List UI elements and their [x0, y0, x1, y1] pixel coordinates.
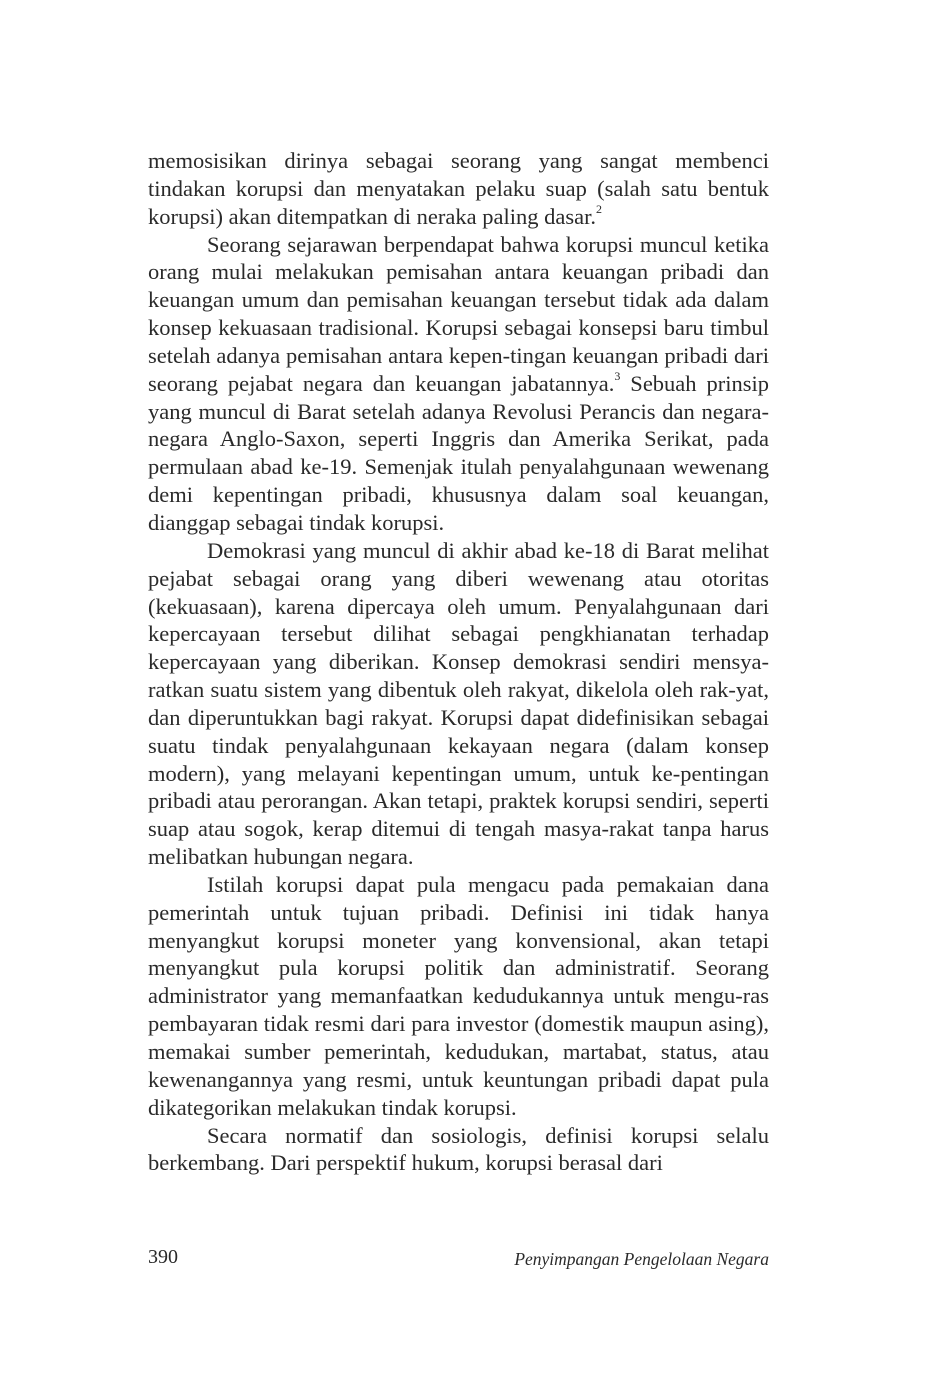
paragraph-4	[148, 871, 769, 1122]
paragraph-text-continued: Sebuah prinsip yang muncul di Barat setelah adanya Revolusi Perancis dan negara-negara Anglo-Saxon, seperti Inggris dan Amerika Serikat, pada permulaan abad ke-19. Semenjak itulah penyalahgunaan wewenang demi kepentingan pribadi, khususnya dalam soal keuangan, dianggap sebagai tindak korupsi.	[148, 370, 769, 535]
paragraph-text: Istilah korupsi dapat pula mengacu pada pemakaian dana pemerintah untuk tujuan pribadi. Definisi ini tidak hanya menyangkut korupsi moneter yang konvensional, akan tetapi menyangkut pula korupsi politik dan administratif. Seorang administrator yang memanfaatkan kedudukannya untuk mengu-ras pembayaran tidak resmi dari para investor (domestik maupun asing), memakai sumber pemerintah, kedudukan, martabat, status, atau kewenangannya yang resmi, untuk keuntungan pribadi dapat pula dikategorikan melakukan tindak korupsi.	[148, 871, 769, 1120]
paragraph-text: Secara normatif dan sosiologis, definisi korupsi selalu berkembang. Dari perspektif hukum, korupsi berasal dari	[148, 1122, 769, 1176]
paragraph-3	[148, 537, 769, 871]
body-text	[148, 147, 769, 1177]
footnote-marker: 3	[614, 368, 621, 383]
paragraph-text: Demokrasi yang muncul di akhir abad ke-18 di Barat melihat pejabat sebagai orang yang diberi wewenang atau otoritas (kekuasaan), karena dipercaya oleh umum. Penyalahgunaan dari kepercayaan tersebut dilihat sebagai pengkhianatan terhadap kepercayaan yang diberikan. Konsep demokrasi sendiri mensya-ratkan suatu sistem yang dibentuk oleh rakyat, dikelola oleh rak-yat, dan diperuntukkan bagi rakyat. Korupsi dapat didefinisikan sebagai suatu tindak penyalahgunaan kekayaan negara (dalam konsep modern), yang melayani kepentingan umum, untuk ke-pentingan pribadi atau perorangan. Akan tetapi, praktek korupsi sendiri, seperti suap atau sogok, kerap ditemui di tengah masya-rakat tanpa harus melibatkan hubungan negara.	[148, 537, 769, 870]
paragraph-2	[148, 231, 769, 537]
paragraph-1	[148, 147, 769, 231]
paragraph-5	[148, 1122, 769, 1178]
page-number: 390	[148, 1246, 178, 1268]
running-title: Penyimpangan Pengelolaan Negara	[514, 1249, 769, 1269]
paragraph-text: Seorang sejarawan berpendapat bahwa korupsi muncul ketika orang mulai melakukan pemisahan antara keuangan pribadi dan keuangan umum dan pemisahan keuangan tersebut tidak ada dalam konsep kekuasaan tradisional. Korupsi sebagai konsepsi baru timbul setelah adanya pemisahan antara kepen-tingan keuangan pribadi dari seorang pejabat negara dan keuangan jabatannya.	[148, 231, 769, 396]
footnote-marker: 2	[595, 201, 602, 216]
paragraph-text: memosisikan dirinya sebagai seorang yang sangat membenci tindakan korupsi dan menyatakan pelaku suap (salah satu bentuk korupsi) akan ditempatkan di neraka paling dasar.	[148, 148, 769, 229]
